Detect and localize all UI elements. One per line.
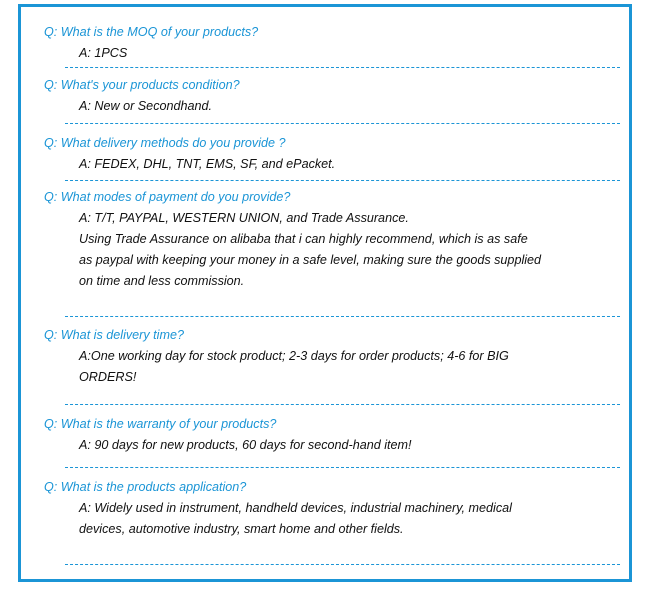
- faq-question: Q: What's your products condition?: [44, 78, 240, 92]
- faq-answer-line: Using Trade Assurance on alibaba that i can highly recommend, which is as safe: [79, 232, 528, 246]
- faq-question: Q: What modes of payment do you provide?: [44, 190, 291, 204]
- faq-answer-line: A: New or Secondhand.: [79, 99, 213, 113]
- faq-answer-line: A: 1PCS: [79, 46, 128, 60]
- faq-item-delivery-methods: [44, 133, 614, 175]
- dashed-divider: [65, 467, 620, 468]
- dashed-divider: [65, 564, 620, 565]
- faq-answer-line: A: FEDEX, DHL, TNT, EMS, SF, and ePacket.: [79, 157, 336, 171]
- faq-question: Q: What is the products application?: [44, 480, 247, 494]
- faq-answer-line: A: T/T, PAYPAL, WESTERN UNION, and Trade Assurance.: [79, 211, 409, 225]
- dashed-divider: [65, 67, 620, 68]
- faq-question: Q: What is the warranty of your products?: [44, 417, 277, 431]
- faq-answer-line: A: 90 days for new products, 60 days for second-hand item!: [79, 438, 412, 452]
- dashed-divider: [65, 404, 620, 405]
- faq-question: Q: What is delivery time?: [44, 328, 184, 342]
- faq-item-condition: [44, 75, 614, 117]
- faq-answer-line: A:One working day for stock product; 2-3 days for order products; 4-6 for BIG: [79, 349, 509, 363]
- dashed-divider: [65, 316, 620, 317]
- faq-item-moq: [44, 22, 614, 64]
- dashed-divider: [65, 180, 620, 181]
- faq-answer-line: ORDERS!: [79, 370, 137, 384]
- faq-item-application: [44, 477, 614, 540]
- faq-question: Q: What is the MOQ of your products?: [44, 25, 259, 39]
- faq-answer-line: on time and less commission.: [79, 274, 245, 288]
- faq-item-warranty: [44, 414, 614, 456]
- faq-answer-line: as paypal with keeping your money in a safe level, making sure the goods supplied: [79, 253, 542, 267]
- faq-item-delivery-time: [44, 325, 614, 388]
- faq-item-payment: [44, 187, 614, 292]
- faq-answer-line: devices, automotive industry, smart home and other fields.: [79, 522, 404, 536]
- dashed-divider: [65, 123, 620, 124]
- faq-answer-line: A: Widely used in instrument, handheld devices, industrial machinery, medical: [79, 501, 512, 515]
- faq-question: Q: What delivery methods do you provide ?: [44, 136, 286, 150]
